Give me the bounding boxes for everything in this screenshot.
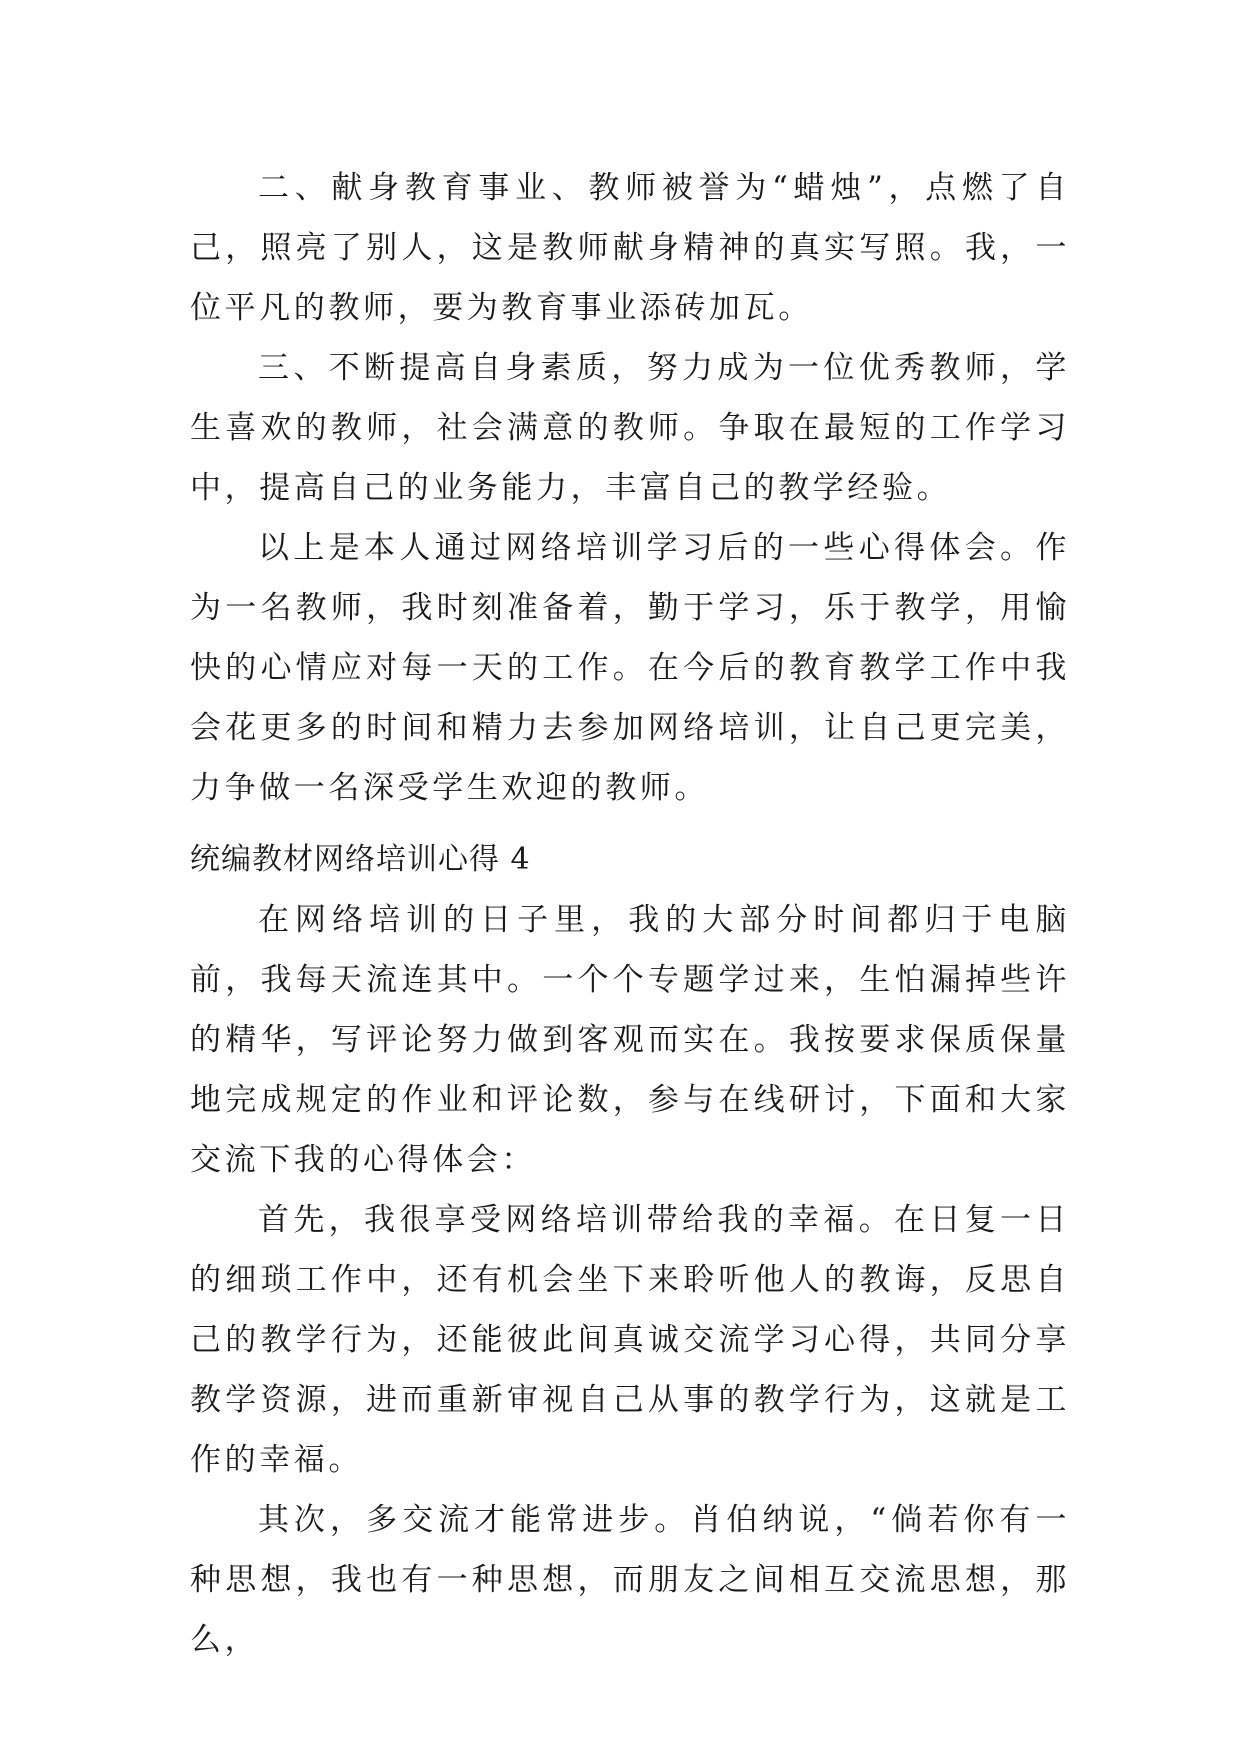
section-one-body: [190, 158, 1070, 818]
paragraph-dedication: 二、献身教育事业、教师被誉为“蜡烛”，点燃了自己，照亮了别人，这是教师献身精神的真实写照。我，一位平凡的教师，要为教育事业添砖加瓦。: [190, 170, 1070, 326]
paragraph-intro: 在网络培训的日子里，我的大部分时间都归于电脑前，我每天流连其中。一个个专题学过来，生怕漏掉些许的精华，写评论努力做到客观而实在。我按要求保质保量地完成规定的作业和评论数，参与在线研讨，下面和大家交流下我的心得体会：: [190, 902, 1070, 1178]
paragraph-first-point: 首先，我很享受网络培训带给我的幸福。在日复一日的细琐工作中，还有机会坐下来聆听他人的教诲，反思自己的教学行为，还能彼此间真诚交流学习心得，共同分享教学资源，进而重新审视自己从事的教学行为，这就是工作的幸福。: [190, 1202, 1070, 1478]
paragraph-self-improvement: 三、不断提高自身素质，努力成为一位优秀教师，学生喜欢的教师，社会满意的教师。争取在最短的工作学习中，提高自己的业务能力，丰富自己的教学经验。: [190, 350, 1070, 506]
paragraph-conclusion: 以上是本人通过网络培训学习后的一些心得体会。作为一名教师，我时刻准备着，勤于学习，乐于教学，用愉快的心情应对每一天的工作。在今后的教育教学工作中我会花更多的时间和精力去参加网络培训，让自己更完美，力争做一名深受学生欢迎的教师。: [190, 530, 1070, 806]
section-two-body: [190, 890, 1070, 1670]
section-heading: 统编教材网络培训心得 4: [190, 842, 531, 877]
paragraph-second-point: 其次，多交流才能常进步。肖伯纳说，“倘若你有一种思想，我也有一种思想，而朋友之间相互交流思想，那么，: [190, 1502, 1070, 1658]
